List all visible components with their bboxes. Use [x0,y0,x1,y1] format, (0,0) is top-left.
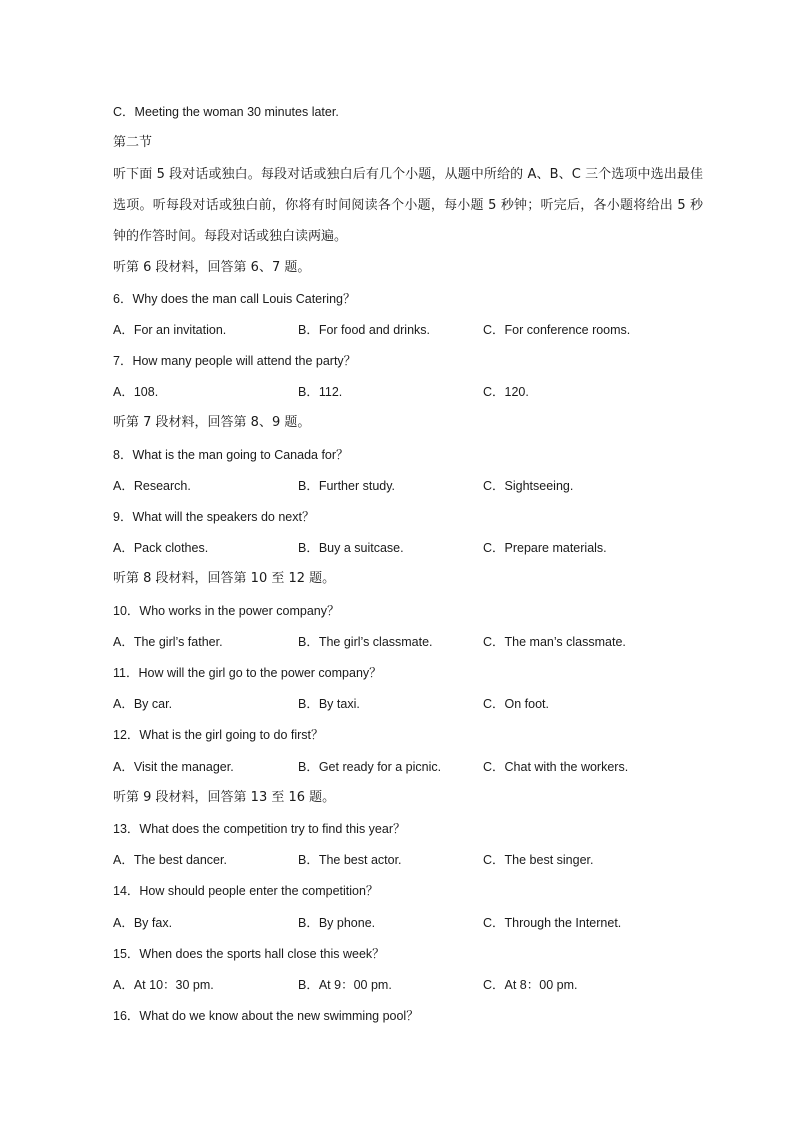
option-c: C．The man’s classmate. [483,635,626,649]
option-a: A．By car. [113,697,173,711]
section-instructions: 听下面 5 段对话或独白。每段对话或独白后有几个小题，从题中所给的 A、B、C 三个选项中选出最佳选项。听每段对话或独白前，你将有时间阅读各个小题，每小题 5 秒钟；听完后，各小题将给出 5 秒钟的作答时间。每段对话或独白读两遍。 [113,167,703,244]
option-a: A．Pack clothes. [113,541,209,555]
option-a: A．Research. [113,479,191,493]
option-a: A．108. [113,385,159,399]
option-a: A．For an invitation. [113,323,227,337]
option-c: C．Chat with the workers. [483,760,629,774]
option-b: B．The best actor. [298,853,402,867]
question-text: 10．Who works in the power company？ [113,604,340,618]
question-text: 16．What do we know about the new swimming pool？ [113,1009,419,1023]
option-c: C．Sightseeing. [483,479,574,493]
option-c: C．Prepare materials. [483,541,607,555]
group-heading: 听第 9 段材料，回答第 13 至 16 题。 [113,790,336,805]
option-c: C．On foot. [483,697,549,711]
option-b: B．The girl’s classmate. [298,635,433,649]
option-b: B．Buy a suitcase. [298,541,404,555]
prior-question-option-c: C．Meeting the woman 30 minutes later. [113,105,339,119]
option-c: C．The best singer. [483,853,594,867]
option-a: A．At 10：30 pm. [113,978,214,992]
option-c: C．120. [483,385,529,399]
option-b: B．By phone. [298,916,376,930]
option-c: C．Through the Internet. [483,916,622,930]
question-text: 13．What does the competition try to find this year？ [113,822,406,836]
option-b: B．By taxi. [298,697,360,711]
option-b: B．Get ready for a picnic. [298,760,442,774]
group-heading: 听第 8 段材料，回答第 10 至 12 题。 [113,571,336,586]
question-text: 7．How many people will attend the party？ [113,354,357,368]
option-c: C．At 8：00 pm. [483,978,578,992]
question-text: 15．When does the sports hall close this week？ [113,947,385,961]
option-b: B．112. [298,385,343,399]
section-title: 第二节 [113,135,153,150]
question-text: 8．What is the man going to Canada for？ [113,448,349,462]
option-c: C．For conference rooms. [483,323,631,337]
option-a: A．By fax. [113,916,173,930]
group-heading: 听第 7 段材料，回答第 8、9 题。 [113,415,311,430]
question-text: 12．What is the girl going to do first？ [113,728,324,742]
option-a: A．Visit the manager. [113,760,234,774]
option-a: A．The girl’s father. [113,635,223,649]
question-text: 14．How should people enter the competition？ [113,884,379,898]
question-text: 11．How will the girl go to the power company？ [113,666,382,680]
option-b: B．Further study. [298,479,396,493]
question-text: 9．What will the speakers do next？ [113,510,315,524]
option-b: B．At 9：00 pm. [298,978,392,992]
group-heading: 听第 6 段材料，回答第 6、7 题。 [113,260,311,275]
option-a: A．The best dancer. [113,853,227,867]
question-text: 6．Why does the man call Louis Catering？ [113,292,356,306]
option-b: B．For food and drinks. [298,323,431,337]
